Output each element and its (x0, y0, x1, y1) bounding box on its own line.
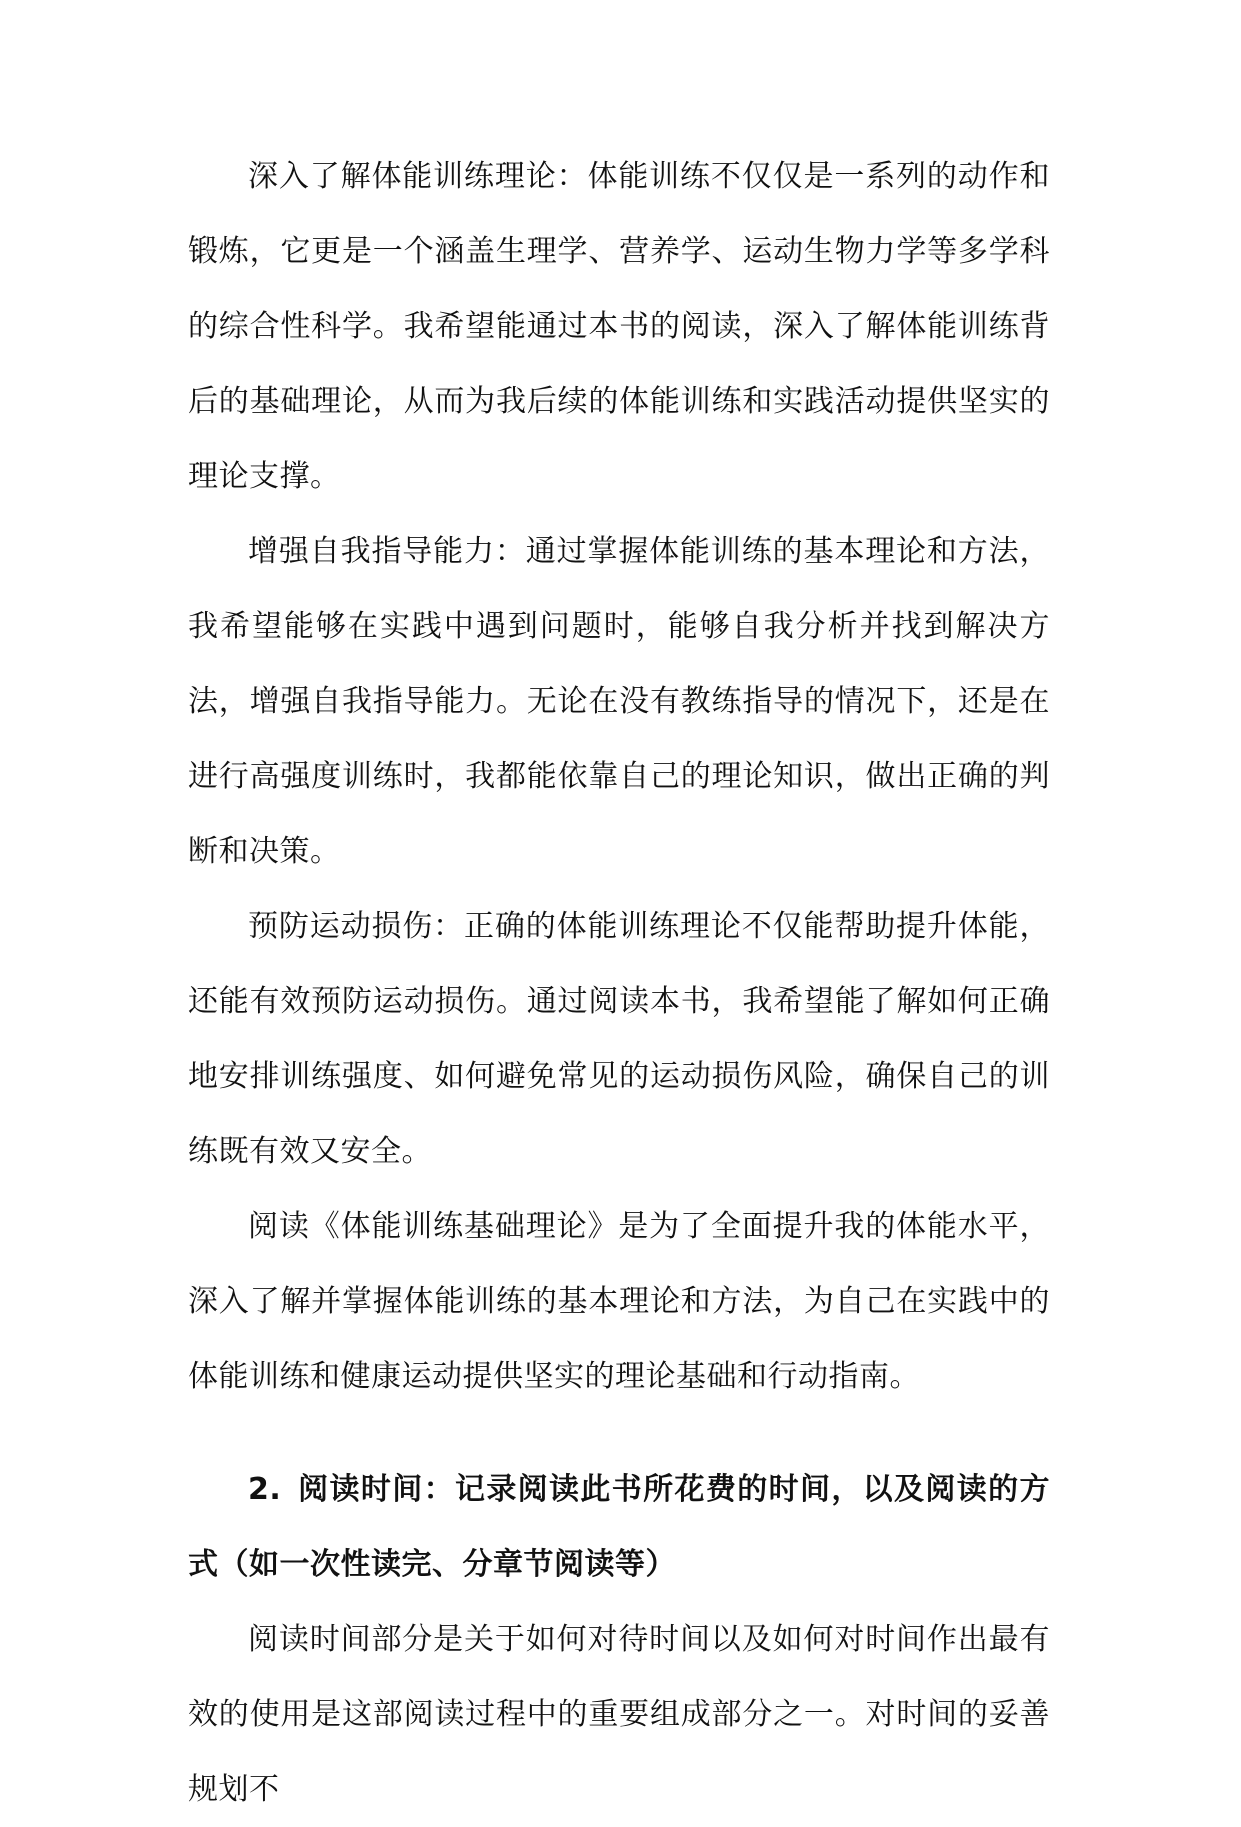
document-body (188, 139, 1050, 1827)
section-number: 2. (248, 1472, 282, 1507)
paragraph-reading-time: 阅读时间部分是关于如何对待时间以及如何对时间作出最有效的使用是这部阅读过程中的重要组成部分之一。对时间的妥善规划不 (188, 1622, 1050, 1807)
paragraph-summary: 阅读《体能训练基础理论》是为了全面提升我的体能水平，深入了解并掌握体能训练的基本理论和方法，为自己在实践中的体能训练和健康运动提供坚实的理论基础和行动指南。 (188, 1209, 1050, 1394)
section-heading-text: 阅读时间：记录阅读此书所花费的时间，以及阅读的方式（如一次性读完、分章节阅读等） (188, 1472, 1050, 1582)
section-heading-reading-time (188, 1452, 1050, 1602)
paragraph-self-guidance: 增强自我指导能力：通过掌握体能训练的基本理论和方法，我希望能够在实践中遇到问题时，能够自我分析并找到解决方法，增强自我指导能力。无论在没有教练指导的情况下，还是在进行高强度训练时，我都能依靠自己的理论知识，做出正确的判断和决策。 (188, 534, 1050, 869)
paragraph-injury-prevention: 预防运动损伤：正确的体能训练理论不仅能帮助提升体能，还能有效预防运动损伤。通过阅读本书，我希望能了解如何正确地安排训练强度、如何避免常见的运动损伤风险，确保自己的训练既有效又安全。 (188, 909, 1050, 1169)
paragraph-theory: 深入了解体能训练理论：体能训练不仅仅是一系列的动作和锻炼，它更是一个涵盖生理学、营养学、运动生物力学等多学科的综合性科学。我希望能通过本书的阅读，深入了解体能训练背后的基础理论，从而为我后续的体能训练和实践活动提供坚实的理论支撑。 (188, 159, 1050, 494)
